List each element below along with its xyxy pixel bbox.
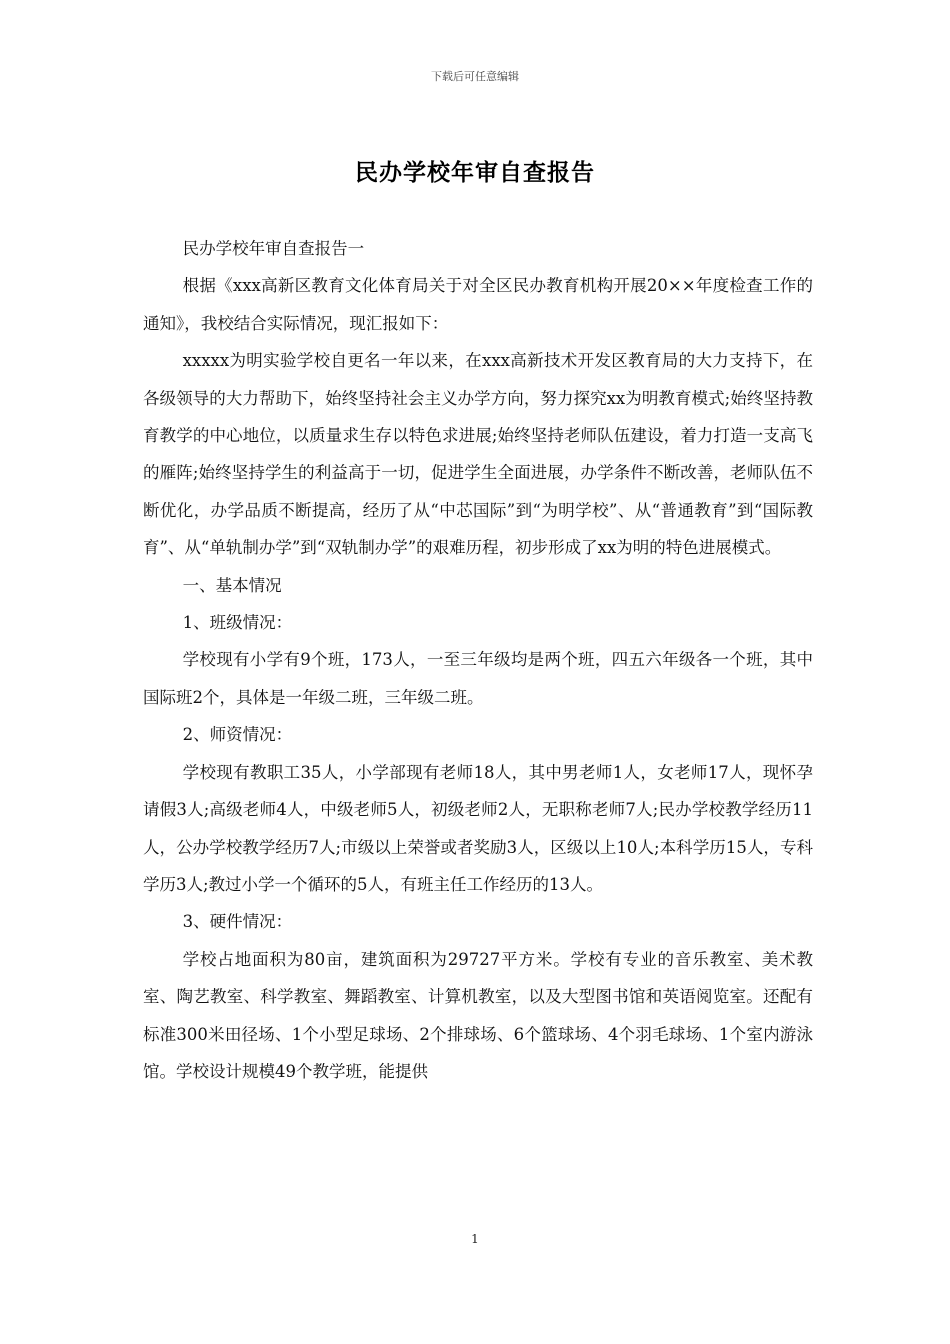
paragraph-teachers: 学校现有教职工35人，小学部现有老师18人，其中男老师1人，女老师17人，现怀孕请假3人;高级老师4人，中级老师5人，初级老师2人，无职称老师7人;民办学校教学经历11人，公办学校教学经历7人;市级以上荣誉或者奖励3人，区级以上10人;本科学历15人，专科学历3人;教过小学一个循环的5人，有班主任工作经历的13人。 bbox=[143, 762, 813, 894]
paragraph-classes: 学校现有小学有9个班，173人，一至三年级均是两个班，四五六年级各一个班，其中国际班2个，具体是一年级二班，三年级二班。 bbox=[143, 650, 813, 707]
subheading-teachers: 2、师资情况： bbox=[182, 725, 293, 745]
document-title: 民办学校年审自查报告 bbox=[355, 160, 595, 186]
subheading-hardware: 3、硬件情况： bbox=[182, 912, 293, 932]
paragraph-intro: 根据《xxx高新区教育文化体育局关于对全区民办教育机构开展20××年度检查工作的通知》，我校结合实际情况，现汇报如下： bbox=[143, 276, 813, 333]
paragraph-hardware: 学校占地面积为80亩，建筑面积为29727平方米。学校有专业的音乐教室、美术教室、陶艺教室、科学教室、舞蹈教室、计算机教室，以及大型图书馆和英语阅览室。还配有标准300米田径场、1个小型足球场、2个排球场、6个篮球场、4个羽毛球场、1个室内游泳馆。学校设计规模49个教学班，能提供 bbox=[143, 949, 813, 1081]
paragraph-overview: xxxxx为明实验学校自更名一年以来，在xxx高新技术开发区教育局的大力支持下，在各级领导的大力帮助下，始终坚持社会主义办学方向，努力探究xx为明教育模式;始终坚持教育教学的中心地位，以质量求生存以特色求进展;始终坚持老师队伍建设，着力打造一支高飞的雁阵;始终坚持学生的利益高于一切，促进学生全面进展，办学条件不断改善，老师队伍不断优化，办学品质不断提高，经历了从“中芯国际”到“为明学校”、从“普通教育”到“国际教育”、从“单轨制办学”到“双轨制办学”的艰难历程，初步形成了xx为明的特色进展模式。 bbox=[143, 351, 813, 558]
subheading-classes: 1、班级情况： bbox=[182, 613, 293, 633]
page-number: 1 bbox=[471, 1232, 479, 1246]
section-heading-basic: 一、基本情况 bbox=[182, 575, 282, 595]
paragraph-subtitle: 民办学校年审自查报告一 bbox=[182, 239, 365, 258]
document-body bbox=[143, 230, 813, 1090]
header-note: 下载后可任意编辑 bbox=[431, 70, 519, 83]
